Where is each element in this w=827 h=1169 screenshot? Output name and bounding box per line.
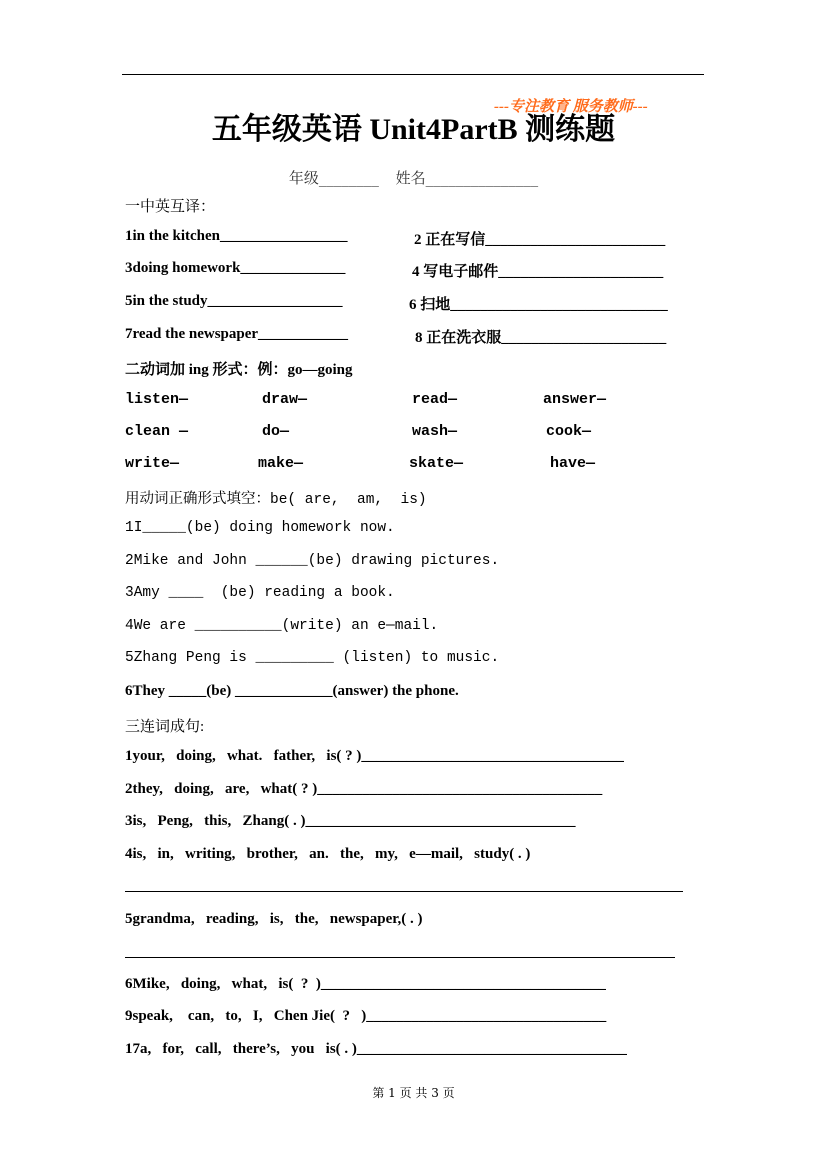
s1-item: 1in the kitchen_________________ [125, 228, 348, 244]
s2-item: clean — [125, 423, 189, 440]
s2-item: answer— [543, 391, 607, 408]
s2-item: make— [258, 455, 304, 472]
s2-item: do— [262, 423, 290, 440]
s2-item: read— [412, 391, 458, 408]
section-4-heading: 三连词成句: [125, 719, 205, 735]
s1-item: 4 写电子邮件______________________ [412, 264, 664, 280]
s1-item: 5in the study__________________ [125, 293, 343, 309]
s4-item: 4is, in, writing, brother, an. the, my, e—mail, study( . ) [125, 846, 531, 862]
s1-item: 2 正在写信________________________ [414, 232, 666, 248]
s3-item: 2Mike and John ______(be) drawing pictures. [125, 553, 500, 569]
section-2-heading: 二动词加 ing 形式：例：go—going [125, 362, 353, 378]
page-title: 五年级英语 Unit4PartB 测练题 [211, 113, 616, 146]
s1-item: 3doing homework______________ [125, 260, 346, 276]
section-3-heading: 用动词正确形式填空：be( are, am, is) [125, 492, 427, 508]
header-rule [122, 74, 704, 75]
s1-item: 6 扫地_____________________________ [409, 297, 668, 313]
answer-line [125, 957, 675, 958]
name-field: 姓名_______________ [395, 169, 539, 187]
s3-item: 4We are __________(write) an e—mail. [125, 618, 439, 634]
s2-item: skate— [409, 455, 464, 472]
s4-item: 17a, for, call, there’s, you is( . )____________________________________ [125, 1041, 627, 1057]
s1-item: 8 正在洗衣服______________________ [415, 330, 667, 346]
s3-item: 6They _____(be) _____________(answer) the phone. [125, 683, 459, 699]
s3-item: 3Amy ____ (be) reading a book. [125, 585, 395, 601]
section-1-heading: 一中英互译： [125, 199, 216, 215]
s4-item: 1your, doing, what. father, is( ? )___________________________________ [125, 748, 624, 764]
s3-item: 5Zhang Peng is _________ (listen) to music. [125, 650, 500, 666]
s2-item: write— [125, 455, 180, 472]
page-footer: 第 1 页 共 3 页 [372, 1086, 455, 1100]
s2-item: wash— [412, 423, 458, 440]
s4-item: 3is, Peng, this, Zhang( . )____________________________________ [125, 813, 576, 829]
s2-item: cook— [546, 423, 592, 440]
s1-item: 7read the newspaper____________ [125, 326, 349, 342]
s2-item: draw— [262, 391, 308, 408]
s2-item: have— [550, 455, 596, 472]
s4-item: 5grandma, reading, is, the, newspaper,( . ) [125, 911, 423, 927]
watermark: ---专注教育 服务教师--- [494, 99, 648, 115]
s4-item: 2they, doing, are, what( ? )______________________________________ [125, 781, 603, 797]
student-info [0, 167, 827, 188]
s4-item: 9speak, can, to, I, Chen Jie( ? )________________________________ [125, 1008, 607, 1024]
s4-item: 6Mike, doing, what, is( ? )______________________________________ [125, 976, 606, 992]
s2-item: listen— [125, 391, 189, 408]
grade-field: 年级________ [288, 169, 379, 187]
s3-item: 1I_____(be) doing homework now. [125, 520, 395, 536]
answer-line [125, 891, 683, 892]
